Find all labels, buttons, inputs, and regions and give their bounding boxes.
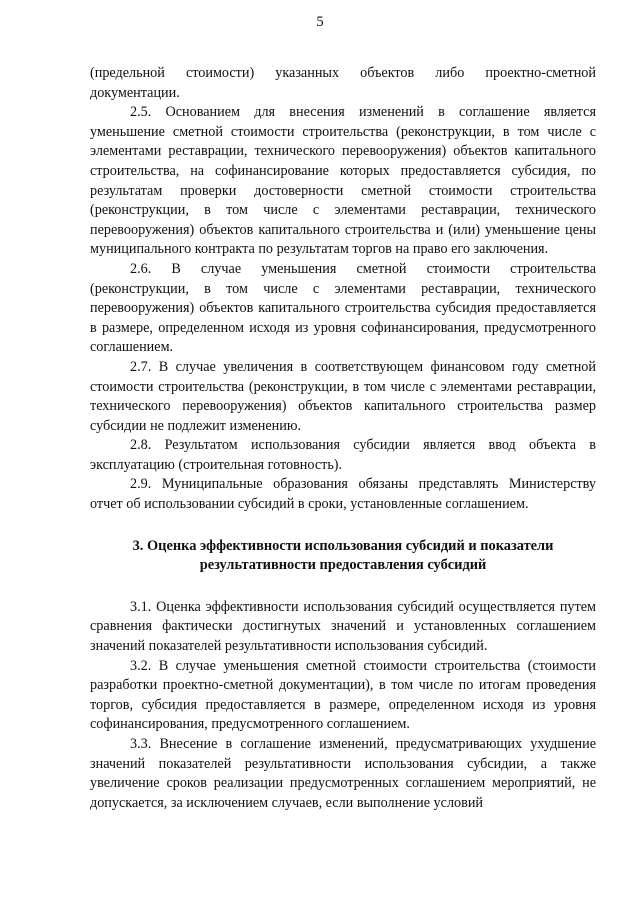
- section-3-heading-line2: результативности предоставления субсидий: [199, 557, 487, 574]
- paragraph-2-6: 2.6. В случае уменьшения сметной стоимости строительства (реконструкции, в том числе с элементами реставрации, технического перевооружения) объектов капитального строительства субсидия предоставляется в размере, определенном исходя из уровня софинансирования, предусмотренного соглашением.: [90, 260, 596, 356]
- paragraph-2-8: 2.8. Результатом использования субсидии является ввод объекта в эксплуатацию (строительная готовность).: [90, 437, 596, 473]
- section-3-heading: [90, 537, 596, 576]
- section-3-heading-line1: 3. Оценка эффективности использования субсидий и показатели: [132, 537, 554, 554]
- paragraph-continuation: (предельной стоимости) указанных объектов либо проектно-сметной документации.: [90, 65, 596, 101]
- paragraph-3-2: 3.2. В случае уменьшения сметной стоимости строительства (стоимости разработки проектно-сметной документации), в том числе по итогам проведения торгов, субсидия предоставляется в размере, определенном исходя из уровня софинансирования, предусмотренного соглашением.: [90, 657, 596, 733]
- page-number: 5: [316, 14, 324, 30]
- paragraph-3-1: 3.1. Оценка эффективности использования субсидий осуществляется путем сравнения фактически достигнутых значений и установленных соглашением значений показателей результативности использования субсидий.: [90, 598, 596, 655]
- paragraph-2-9: 2.9. Муниципальные образования обязаны представлять Министерству отчет об использовании субсидий в сроки, установленные соглашением.: [90, 476, 596, 513]
- paragraph-3-3: 3.3. Внесение в соглашение изменений, предусматривающих ухудшение значений показателей результативности использования субсидии, а также увеличение сроков реализации предусмотренных соглашением мероприятий, не допускается, за исключением случаев, если выполнение условий: [90, 736, 596, 811]
- paragraph-2-7: 2.7. В случае увеличения в соответствующем финансовом году сметной стоимости строительства (реконструкции, в том числе с элементами реставрации, технического перевооружения) объектов капитального строительства размер субсидии не подлежит изменению.: [90, 358, 596, 434]
- document-body: [90, 64, 596, 813]
- paragraph-2-5: 2.5. Основанием для внесения изменений в соглашение является уменьшение сметной стоимости строительства (реконструкции, в том числе с элементами реставрации, технического перевооружения) объектов капитального строительства, на софинансирование которых предоставляется субсидия, по результатам проверки достоверности сметной стоимости строительства (реконструкции, в том числе с элементами реставрации, технического перевооружения) объектов капитального строительства и (или) уменьшение цены муниципального контракта по результатам торгов на право его заключения.: [90, 104, 596, 258]
